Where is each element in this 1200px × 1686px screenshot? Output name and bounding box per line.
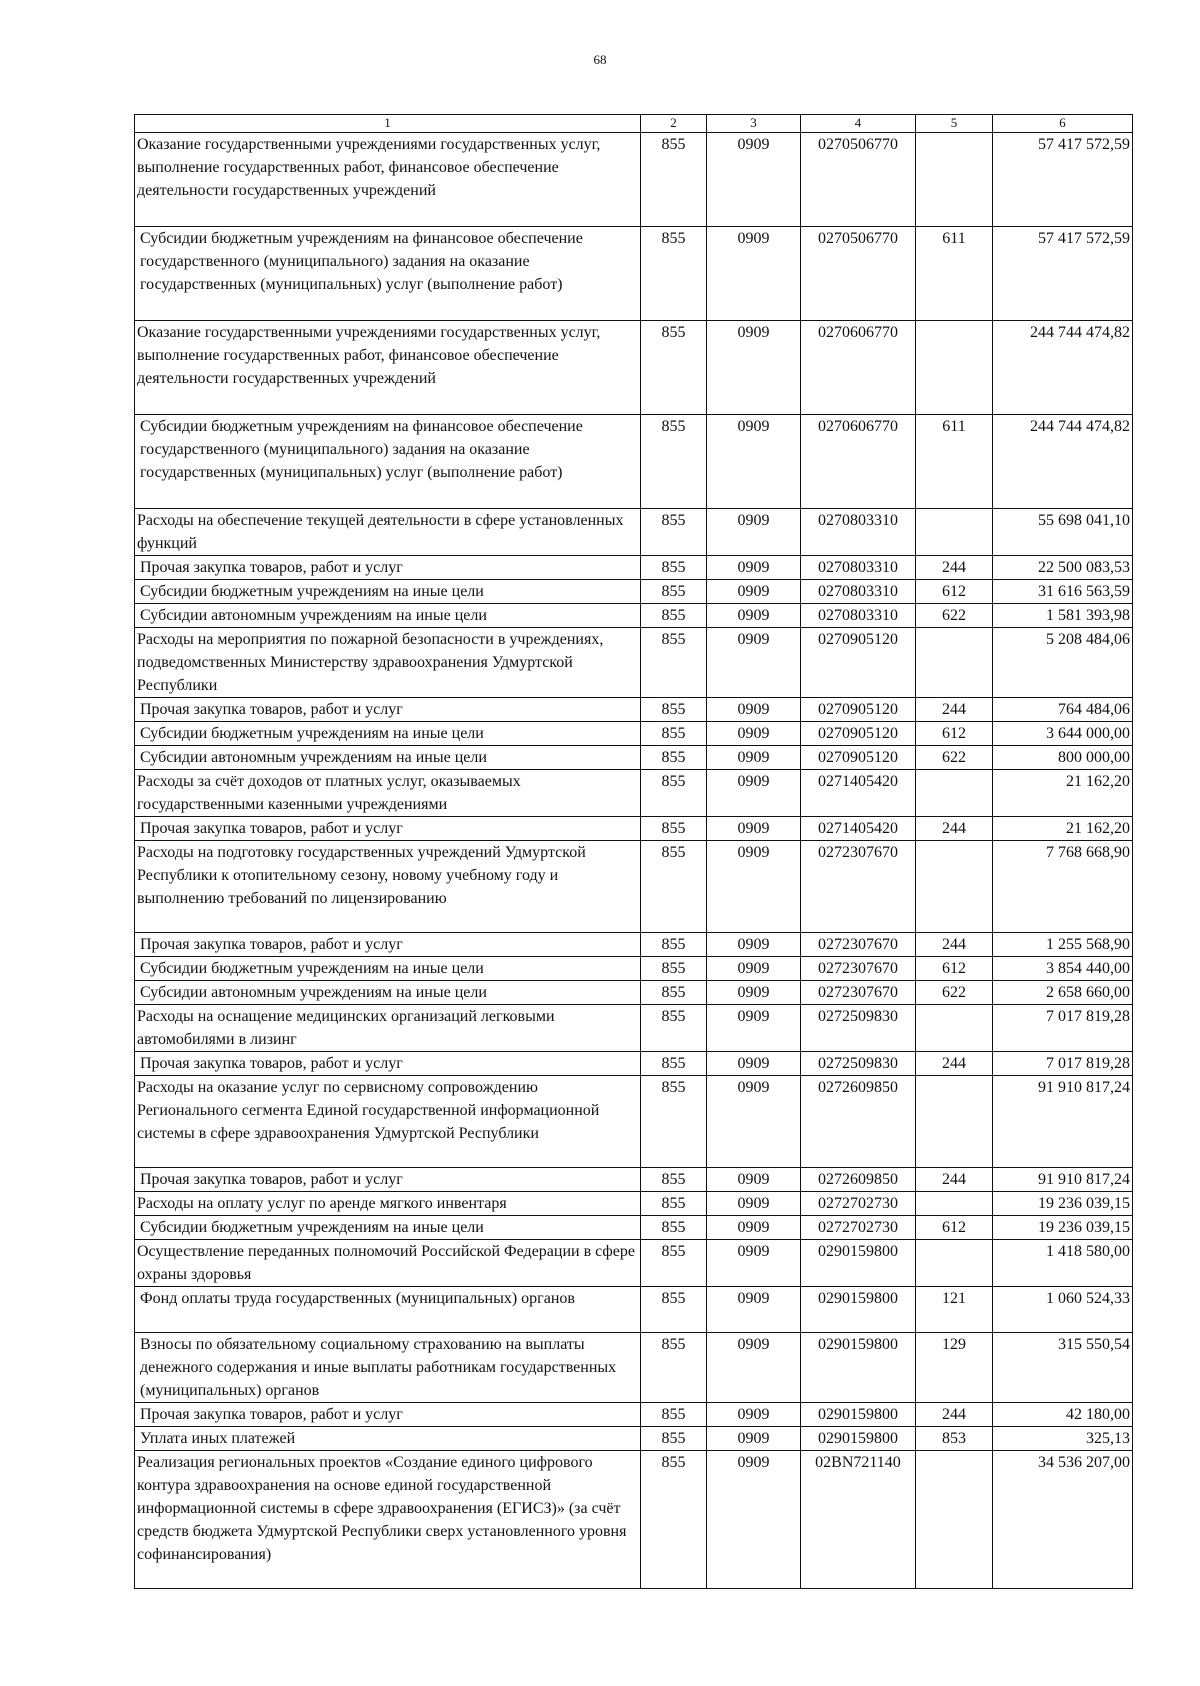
row-target-article: 0270803310 bbox=[801, 509, 916, 556]
table-row bbox=[135, 957, 1133, 981]
row-name: Субсидии автономным учреждениям на иные цели bbox=[135, 604, 641, 628]
row-amount: 91 910 817,24 bbox=[993, 1076, 1133, 1168]
row-target-article: 0290159800 bbox=[801, 1287, 916, 1333]
row-grbs: 855 bbox=[641, 698, 707, 722]
row-expense-type: 244 bbox=[916, 1403, 993, 1427]
row-name: Субсидии бюджетным учреждениям на иные цели bbox=[135, 1216, 641, 1240]
row-target-article: 0272702730 bbox=[801, 1192, 916, 1216]
row-section: 0909 bbox=[707, 1052, 801, 1076]
row-amount: 244 744 474,82 bbox=[993, 321, 1133, 415]
row-section: 0909 bbox=[707, 1333, 801, 1403]
row-target-article: 0290159800 bbox=[801, 1333, 916, 1403]
row-grbs: 855 bbox=[641, 770, 707, 817]
table-row bbox=[135, 698, 1133, 722]
row-section: 0909 bbox=[707, 1427, 801, 1451]
row-expense-type: 244 bbox=[916, 817, 993, 841]
row-name: Субсидии бюджетным учреждениям на иные цели bbox=[135, 722, 641, 746]
row-target-article: 0270506770 bbox=[801, 227, 916, 321]
row-target-article: 0270905120 bbox=[801, 628, 916, 698]
row-target-article: 0270506770 bbox=[801, 133, 916, 227]
row-name: Оказание государственными учреждениями государственных услуг, выполнение государственных работ, финансовое обеспечение деятельности государственных учреждений bbox=[135, 321, 641, 415]
row-target-article: 0270803310 bbox=[801, 604, 916, 628]
row-name: Субсидии бюджетным учреждениям на иные цели bbox=[135, 580, 641, 604]
row-expense-type: 244 bbox=[916, 556, 993, 580]
row-name: Субсидии бюджетным учреждениям на иные цели bbox=[135, 957, 641, 981]
row-expense-type bbox=[916, 841, 993, 933]
row-name: Расходы на оказание услуг по сервисному сопровождению Регионального сегмента Единой государственной информационной системы в сфере здравоохранения Удмуртской Республики bbox=[135, 1076, 641, 1168]
row-expense-type: 612 bbox=[916, 1216, 993, 1240]
row-section: 0909 bbox=[707, 1168, 801, 1192]
row-grbs: 855 bbox=[641, 841, 707, 933]
row-target-article: 0290159800 bbox=[801, 1403, 916, 1427]
row-grbs: 855 bbox=[641, 1216, 707, 1240]
row-target-article: 0272609850 bbox=[801, 1076, 916, 1168]
row-section: 0909 bbox=[707, 841, 801, 933]
row-grbs: 855 bbox=[641, 1427, 707, 1451]
row-grbs: 855 bbox=[641, 1451, 707, 1589]
row-target-article: 0272702730 bbox=[801, 1216, 916, 1240]
row-amount: 1 060 524,33 bbox=[993, 1287, 1133, 1333]
column-number: 1 bbox=[135, 115, 641, 133]
row-name: Расходы на обеспечение текущей деятельности в сфере установленных функций bbox=[135, 509, 641, 556]
row-name: Прочая закупка товаров, работ и услуг bbox=[135, 817, 641, 841]
table-row bbox=[135, 580, 1133, 604]
row-grbs: 855 bbox=[641, 981, 707, 1005]
row-section: 0909 bbox=[707, 321, 801, 415]
table-row bbox=[135, 770, 1133, 817]
row-target-article: 0290159800 bbox=[801, 1240, 916, 1287]
row-amount: 31 616 563,59 bbox=[993, 580, 1133, 604]
table-row bbox=[135, 628, 1133, 698]
row-amount: 57 417 572,59 bbox=[993, 133, 1133, 227]
row-section: 0909 bbox=[707, 227, 801, 321]
row-amount: 5 208 484,06 bbox=[993, 628, 1133, 698]
row-amount: 21 162,20 bbox=[993, 770, 1133, 817]
table-row bbox=[135, 1287, 1133, 1333]
row-grbs: 855 bbox=[641, 133, 707, 227]
row-amount: 1 418 580,00 bbox=[993, 1240, 1133, 1287]
row-name: Прочая закупка товаров, работ и услуг bbox=[135, 698, 641, 722]
table-row bbox=[135, 981, 1133, 1005]
row-amount: 3 644 000,00 bbox=[993, 722, 1133, 746]
row-target-article: 0270606770 bbox=[801, 415, 916, 509]
row-grbs: 855 bbox=[641, 1005, 707, 1052]
row-expense-type bbox=[916, 628, 993, 698]
row-name: Оказание государственными учреждениями государственных услуг, выполнение государственных работ, финансовое обеспечение деятельности государственных учреждений bbox=[135, 133, 641, 227]
table-row bbox=[135, 1005, 1133, 1052]
table-row bbox=[135, 933, 1133, 957]
column-number: 2 bbox=[641, 115, 707, 133]
row-grbs: 855 bbox=[641, 604, 707, 628]
row-expense-type: 612 bbox=[916, 957, 993, 981]
row-expense-type: 611 bbox=[916, 415, 993, 509]
row-expense-type bbox=[916, 321, 993, 415]
column-number: 4 bbox=[801, 115, 916, 133]
table-row bbox=[135, 841, 1133, 933]
row-section: 0909 bbox=[707, 1451, 801, 1589]
row-section: 0909 bbox=[707, 133, 801, 227]
row-expense-type bbox=[916, 133, 993, 227]
row-name: Взносы по обязательному социальному страхованию на выплаты денежного содержания и иные выплаты работникам государственных (муниципальных) органов bbox=[135, 1333, 641, 1403]
row-expense-type bbox=[916, 770, 993, 817]
row-target-article: 0290159800 bbox=[801, 1427, 916, 1451]
table-row bbox=[135, 1076, 1133, 1168]
row-name: Субсидии бюджетным учреждениям на финансовое обеспечение государственного (муниципального) задания на оказание государственных (муниципальных) услуг (выполнение работ) bbox=[135, 227, 641, 321]
row-grbs: 855 bbox=[641, 227, 707, 321]
row-grbs: 855 bbox=[641, 1168, 707, 1192]
row-expense-type bbox=[916, 509, 993, 556]
row-name: Прочая закупка товаров, работ и услуг bbox=[135, 933, 641, 957]
row-section: 0909 bbox=[707, 509, 801, 556]
row-grbs: 855 bbox=[641, 817, 707, 841]
row-expense-type bbox=[916, 1192, 993, 1216]
row-section: 0909 bbox=[707, 1287, 801, 1333]
row-section: 0909 bbox=[707, 556, 801, 580]
row-amount: 91 910 817,24 bbox=[993, 1168, 1133, 1192]
row-section: 0909 bbox=[707, 1005, 801, 1052]
row-amount: 57 417 572,59 bbox=[993, 227, 1133, 321]
row-expense-type: 853 bbox=[916, 1427, 993, 1451]
row-grbs: 855 bbox=[641, 556, 707, 580]
row-amount: 7 017 819,28 bbox=[993, 1052, 1133, 1076]
table-row bbox=[135, 321, 1133, 415]
row-target-article: 0270905120 bbox=[801, 698, 916, 722]
row-amount: 1 255 568,90 bbox=[993, 933, 1133, 957]
row-name: Субсидии автономным учреждениям на иные цели bbox=[135, 746, 641, 770]
row-amount: 7 017 819,28 bbox=[993, 1005, 1133, 1052]
row-name: Реализация региональных проектов «Создание единого цифрового контура здравоохранения на основе единой государственной информационной системы в сфере здравоохранения (ЕГИСЗ)» (за счёт средств бюджета Удмуртской Республики сверх установленного уровня софинансирования) bbox=[135, 1451, 641, 1589]
row-amount: 764 484,06 bbox=[993, 698, 1133, 722]
row-expense-type: 622 bbox=[916, 746, 993, 770]
row-expense-type: 121 bbox=[916, 1287, 993, 1333]
row-section: 0909 bbox=[707, 1076, 801, 1168]
row-amount: 315 550,54 bbox=[993, 1333, 1133, 1403]
row-target-article: 0272609850 bbox=[801, 1168, 916, 1192]
table-row bbox=[135, 133, 1133, 227]
row-section: 0909 bbox=[707, 1192, 801, 1216]
row-section: 0909 bbox=[707, 981, 801, 1005]
row-expense-type bbox=[916, 1240, 993, 1287]
row-target-article: 0270905120 bbox=[801, 722, 916, 746]
row-name: Фонд оплаты труда государственных (муниципальных) органов bbox=[135, 1287, 641, 1333]
row-amount: 55 698 041,10 bbox=[993, 509, 1133, 556]
row-amount: 34 536 207,00 bbox=[993, 1451, 1133, 1589]
row-amount: 19 236 039,15 bbox=[993, 1192, 1133, 1216]
row-expense-type: 622 bbox=[916, 604, 993, 628]
row-amount: 21 162,20 bbox=[993, 817, 1133, 841]
row-target-article: 0272509830 bbox=[801, 1052, 916, 1076]
row-section: 0909 bbox=[707, 957, 801, 981]
column-number-row bbox=[135, 115, 1133, 133]
table-row bbox=[135, 817, 1133, 841]
row-amount: 325,13 bbox=[993, 1427, 1133, 1451]
page-number: 68 bbox=[593, 52, 607, 67]
row-amount: 22 500 083,53 bbox=[993, 556, 1133, 580]
table-row bbox=[135, 604, 1133, 628]
row-section: 0909 bbox=[707, 817, 801, 841]
row-amount: 1 581 393,98 bbox=[993, 604, 1133, 628]
row-grbs: 855 bbox=[641, 1287, 707, 1333]
row-name: Субсидии бюджетным учреждениям на финансовое обеспечение государственного (муниципального) задания на оказание государственных (муниципальных) услуг (выполнение работ) bbox=[135, 415, 641, 509]
row-amount: 19 236 039,15 bbox=[993, 1216, 1133, 1240]
budget-table bbox=[134, 114, 1133, 1589]
row-section: 0909 bbox=[707, 1216, 801, 1240]
row-name: Прочая закупка товаров, работ и услуг bbox=[135, 556, 641, 580]
table-row bbox=[135, 1168, 1133, 1192]
row-expense-type bbox=[916, 1451, 993, 1589]
table-row bbox=[135, 1240, 1133, 1287]
row-section: 0909 bbox=[707, 933, 801, 957]
row-target-article: 0271405420 bbox=[801, 770, 916, 817]
row-section: 0909 bbox=[707, 746, 801, 770]
row-name: Прочая закупка товаров, работ и услуг bbox=[135, 1403, 641, 1427]
row-expense-type: 244 bbox=[916, 1168, 993, 1192]
column-number: 5 bbox=[916, 115, 993, 133]
row-expense-type: 611 bbox=[916, 227, 993, 321]
table-row bbox=[135, 1451, 1133, 1589]
table-row bbox=[135, 1216, 1133, 1240]
row-target-article: 0270803310 bbox=[801, 556, 916, 580]
table-row bbox=[135, 556, 1133, 580]
row-grbs: 855 bbox=[641, 509, 707, 556]
row-amount: 244 744 474,82 bbox=[993, 415, 1133, 509]
row-name: Расходы на оплату услуг по аренде мягкого инвентаря bbox=[135, 1192, 641, 1216]
row-grbs: 855 bbox=[641, 580, 707, 604]
row-expense-type: 129 bbox=[916, 1333, 993, 1403]
row-section: 0909 bbox=[707, 604, 801, 628]
row-grbs: 855 bbox=[641, 933, 707, 957]
row-target-article: 0272307670 bbox=[801, 957, 916, 981]
column-number: 3 bbox=[707, 115, 801, 133]
table-row bbox=[135, 1403, 1133, 1427]
row-amount: 42 180,00 bbox=[993, 1403, 1133, 1427]
table-row bbox=[135, 746, 1133, 770]
row-target-article: 0272307670 bbox=[801, 981, 916, 1005]
row-name: Расходы на оснащение медицинских организаций легковыми автомобилями в лизинг bbox=[135, 1005, 641, 1052]
table-row bbox=[135, 1427, 1133, 1451]
row-grbs: 855 bbox=[641, 321, 707, 415]
row-expense-type: 244 bbox=[916, 933, 993, 957]
row-expense-type: 244 bbox=[916, 698, 993, 722]
table-row bbox=[135, 1333, 1133, 1403]
column-number: 6 bbox=[993, 115, 1133, 133]
row-name: Расходы за счёт доходов от платных услуг, оказываемых государственными казенными учреждениями bbox=[135, 770, 641, 817]
row-grbs: 855 bbox=[641, 1240, 707, 1287]
row-name: Прочая закупка товаров, работ и услуг bbox=[135, 1168, 641, 1192]
table-row bbox=[135, 1192, 1133, 1216]
row-amount: 2 658 660,00 bbox=[993, 981, 1133, 1005]
row-expense-type: 612 bbox=[916, 580, 993, 604]
row-expense-type: 612 bbox=[916, 722, 993, 746]
row-expense-type: 244 bbox=[916, 1052, 993, 1076]
row-grbs: 855 bbox=[641, 1403, 707, 1427]
row-grbs: 855 bbox=[641, 722, 707, 746]
row-name: Субсидии автономным учреждениям на иные цели bbox=[135, 981, 641, 1005]
row-name: Расходы на подготовку государственных учреждений Удмуртской Республики к отопительному сезону, новому учебному году и выполнению требований по лицензированию bbox=[135, 841, 641, 933]
row-section: 0909 bbox=[707, 580, 801, 604]
table-row bbox=[135, 1052, 1133, 1076]
row-section: 0909 bbox=[707, 415, 801, 509]
row-grbs: 855 bbox=[641, 415, 707, 509]
row-section: 0909 bbox=[707, 698, 801, 722]
row-amount: 3 854 440,00 bbox=[993, 957, 1133, 981]
row-target-article: 0270905120 bbox=[801, 746, 916, 770]
row-grbs: 855 bbox=[641, 1076, 707, 1168]
row-section: 0909 bbox=[707, 1403, 801, 1427]
row-name: Осуществление переданных полномочий Российской Федерации в сфере охраны здоровья bbox=[135, 1240, 641, 1287]
row-grbs: 855 bbox=[641, 957, 707, 981]
row-target-article: 0270803310 bbox=[801, 580, 916, 604]
row-target-article: 0272509830 bbox=[801, 1005, 916, 1052]
row-section: 0909 bbox=[707, 722, 801, 746]
row-section: 0909 bbox=[707, 770, 801, 817]
row-target-article: 0270606770 bbox=[801, 321, 916, 415]
row-grbs: 855 bbox=[641, 1052, 707, 1076]
row-target-article: 0271405420 bbox=[801, 817, 916, 841]
table-row bbox=[135, 509, 1133, 556]
row-grbs: 855 bbox=[641, 628, 707, 698]
row-grbs: 855 bbox=[641, 1192, 707, 1216]
row-grbs: 855 bbox=[641, 1333, 707, 1403]
row-section: 0909 bbox=[707, 628, 801, 698]
row-name: Расходы на мероприятия по пожарной безопасности в учреждениях, подведомственных Министерству здравоохранения Удмуртской Республики bbox=[135, 628, 641, 698]
row-amount: 800 000,00 bbox=[993, 746, 1133, 770]
row-expense-type: 622 bbox=[916, 981, 993, 1005]
row-name: Прочая закупка товаров, работ и услуг bbox=[135, 1052, 641, 1076]
row-grbs: 855 bbox=[641, 746, 707, 770]
row-target-article: 02BN721140 bbox=[801, 1451, 916, 1589]
row-target-article: 0272307670 bbox=[801, 933, 916, 957]
row-target-article: 0272307670 bbox=[801, 841, 916, 933]
row-section: 0909 bbox=[707, 1240, 801, 1287]
row-name: Уплата иных платежей bbox=[135, 1427, 641, 1451]
table-row bbox=[135, 722, 1133, 746]
table-row bbox=[135, 227, 1133, 321]
row-expense-type bbox=[916, 1005, 993, 1052]
table-row bbox=[135, 415, 1133, 509]
row-amount: 7 768 668,90 bbox=[993, 841, 1133, 933]
row-expense-type bbox=[916, 1076, 993, 1168]
